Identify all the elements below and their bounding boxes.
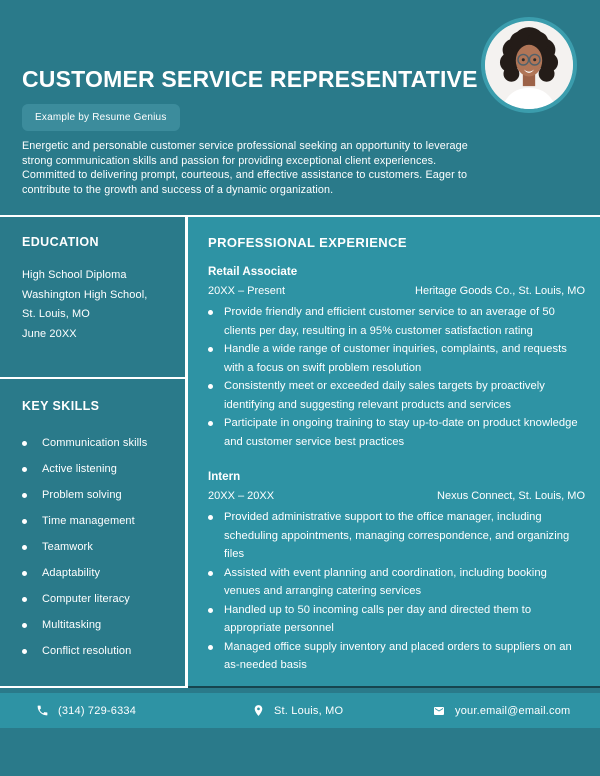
skill-item: [22, 456, 175, 482]
contact-footer: [0, 693, 600, 728]
skill-label: Adaptability: [42, 567, 101, 579]
bullet-dot-icon: [22, 467, 27, 472]
experience-panel: [188, 215, 600, 688]
email-text: your.email@email.com: [455, 704, 571, 717]
bullet-dot-icon: [208, 608, 213, 613]
key-skills-heading: KEY SKILLS: [22, 399, 100, 413]
skill-label: Communication skills: [42, 437, 148, 449]
skill-item: [22, 638, 175, 664]
example-badge[interactable]: [22, 104, 180, 131]
skill-item: [22, 482, 175, 508]
job-bullet: Provided administrative support to the office manager, including scheduling appointments, managing correspondence, and organizing files: [208, 508, 585, 564]
skill-item: [22, 612, 175, 638]
bullet-dot-icon: [22, 441, 27, 446]
bullet-dot-icon: [22, 545, 27, 550]
job-bullet: Participate in ongoing training to stay up-to-date on product knowledge and customer service best practices: [208, 414, 585, 451]
job-bullet: Consistently meet or exceeded daily sales targets by proactively identifying and suggesting relevant products and services: [208, 377, 585, 414]
education-heading: EDUCATION: [22, 235, 99, 249]
bullet-dot-icon: [22, 623, 27, 628]
job-title: Intern: [208, 470, 241, 483]
education-line: High School Diploma: [22, 269, 127, 281]
skill-label: Time management: [42, 515, 135, 527]
skill-list: [22, 430, 175, 664]
phone-number: (314) 729-6334: [58, 704, 137, 717]
bullet-dot-icon: [22, 571, 27, 576]
bullet-dot-icon: [208, 310, 213, 315]
email-icon: [432, 705, 446, 717]
contact-email: [432, 705, 600, 717]
job-title: Retail Associate: [208, 265, 298, 278]
bullet-dot-icon: [208, 384, 213, 389]
bullet-dot-icon: [208, 645, 213, 650]
job-bullet: Handled up to 50 incoming calls per day and directed them to appropriate personnel: [208, 601, 585, 638]
avatar-illustration: [485, 21, 573, 109]
education-line: St. Louis, MO: [22, 308, 90, 320]
summary-text: Energetic and personable customer service professional seeking an opportunity to leverage strong communication skills and passion for providing exceptional client experiences. Committed to delivering prompt, courteous, and effective assistance to customers. Eager to contribute to the growth and success of a dynamic organization.: [22, 140, 468, 196]
job-bullet: Managed office supply inventory and placed orders to suppliers on an as-needed basis: [208, 638, 585, 675]
job-bullet-list: [208, 303, 585, 451]
content-row: [0, 215, 600, 688]
education-line: June 20XX: [22, 327, 77, 340]
bullet-dot-icon: [22, 519, 27, 524]
phone-icon: [36, 704, 49, 717]
location-pin-icon: [252, 704, 265, 717]
page-title: CUSTOMER SERVICE REPRESENTATIVE: [22, 66, 478, 92]
skill-label: Problem solving: [42, 489, 122, 501]
job-bullet: Assisted with event planning and coordination, including booking venues and arranging catering services: [208, 564, 585, 601]
job-bullet: Handle a wide range of customer inquiries, complaints, and requests with a focus on swift problem resolution: [208, 340, 585, 377]
job-meta: [208, 490, 585, 502]
skill-label: Active listening: [42, 463, 117, 475]
contact-phone: [36, 704, 252, 717]
skill-label: Conflict resolution: [42, 645, 132, 657]
bullet-dot-icon: [22, 493, 27, 498]
job-entry-retail-associate: [208, 265, 585, 451]
skill-item: [22, 430, 175, 456]
location-text: St. Louis, MO: [274, 704, 344, 717]
skill-item: [22, 534, 175, 560]
sidebar: [0, 215, 188, 688]
education-section: [0, 217, 185, 379]
job-bullet-list: [208, 508, 585, 675]
job-entry-intern: [208, 470, 585, 675]
bullet-dot-icon: [22, 597, 27, 602]
avatar: [481, 17, 577, 113]
job-company: Nexus Connect, St. Louis, MO: [437, 490, 585, 502]
bullet-dot-icon: [208, 347, 213, 352]
skill-item: [22, 560, 175, 586]
skill-label: Computer literacy: [42, 593, 130, 605]
resume-header: [0, 0, 600, 215]
job-dates: 20XX – 20XX: [208, 490, 275, 502]
bullet-dot-icon: [22, 649, 27, 654]
bullet-dot-icon: [208, 571, 213, 576]
experience-heading: PROFESSIONAL EXPERIENCE: [208, 235, 407, 250]
skill-label: Teamwork: [42, 541, 93, 553]
contact-location: [252, 704, 432, 717]
bullet-dot-icon: [208, 515, 213, 520]
example-badge-label: Example by Resume Genius: [35, 112, 167, 123]
job-bullet: Provide friendly and efficient customer service to an average of 50 clients per day, resulting in a 95% customer satisfaction rating: [208, 303, 585, 340]
job-meta: [208, 285, 585, 297]
education-line: Washington High School,: [22, 288, 148, 301]
bullet-dot-icon: [208, 421, 213, 426]
skill-item: [22, 508, 175, 534]
key-skills-section: [0, 379, 185, 664]
job-company: Heritage Goods Co., St. Louis, MO: [415, 285, 585, 297]
skill-item: [22, 586, 175, 612]
job-dates: 20XX – Present: [208, 285, 286, 297]
skill-label: Multitasking: [42, 619, 102, 631]
